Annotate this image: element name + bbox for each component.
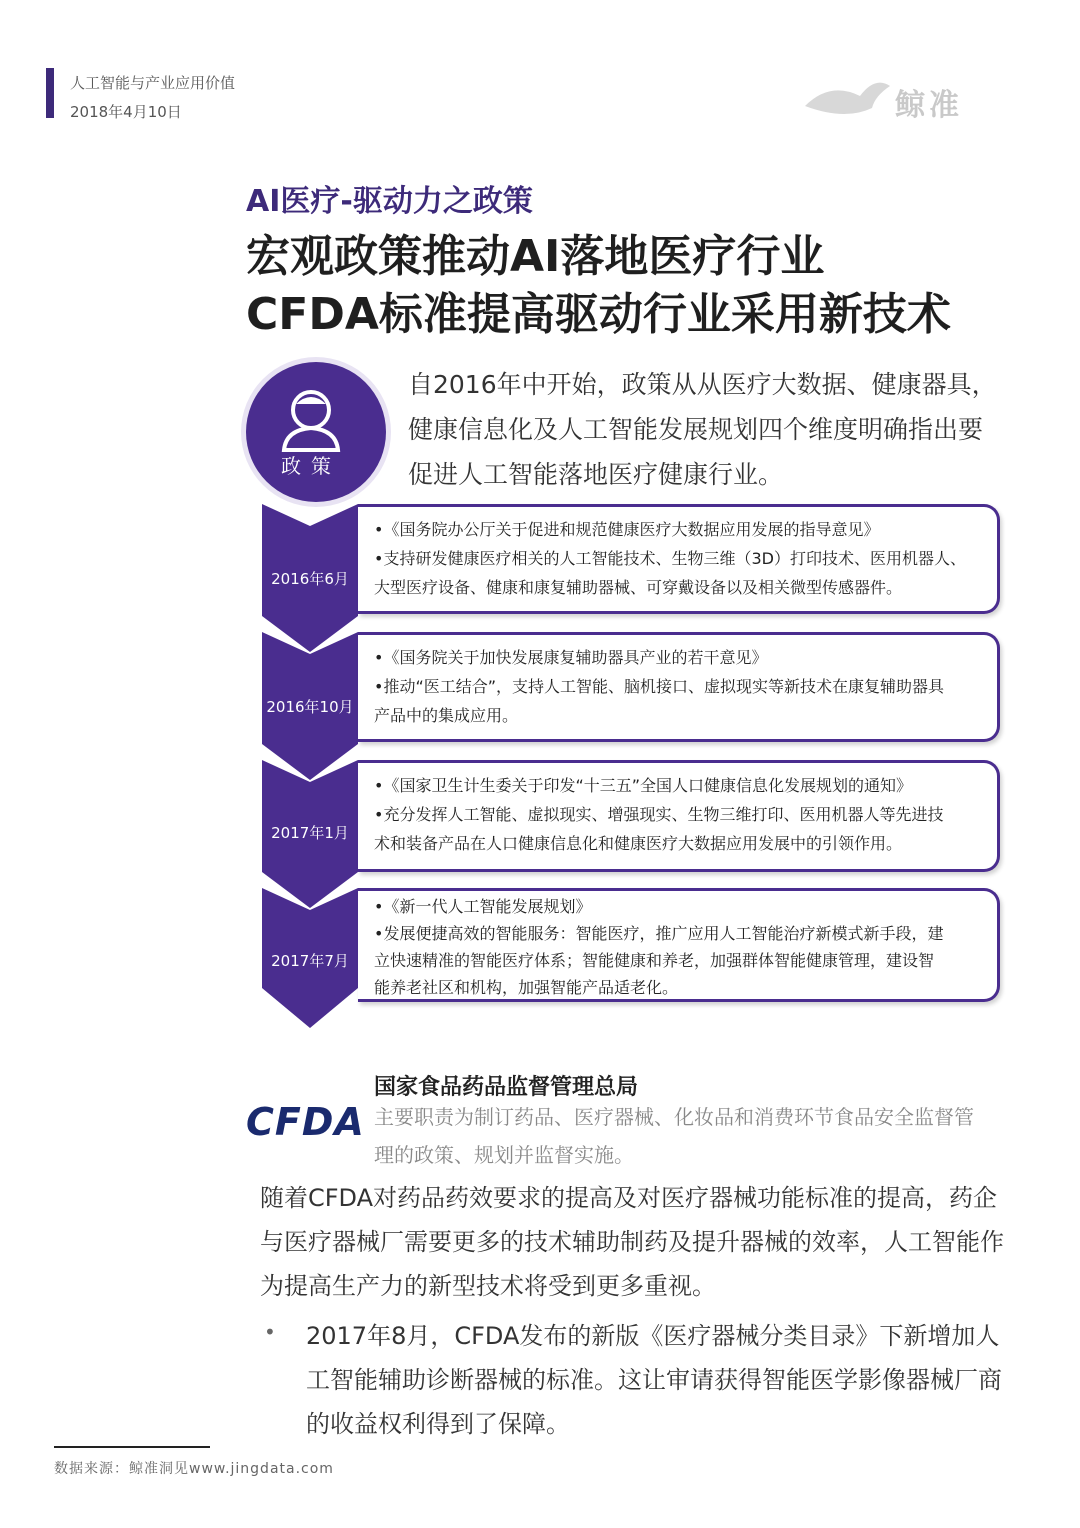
bullet-line: 2017年8月，CFDA发布的新版《医疗器械分类目录》下新增加人 <box>306 1322 1000 1350</box>
footer-source: 数据来源：鲸准洞见www.jingdata.com <box>54 1461 334 1477</box>
footer-divider <box>54 1446 210 1448</box>
timeline-date: 2016年6月 <box>271 570 349 588</box>
timeline-line: •推动“医工结合”，支持人工智能、脑机接口、虚拟现实等新技术在康复辅助器具 <box>374 677 945 696</box>
cfda-desc-line: 主要职责为制订药品、医疗器械、化妆品和消费环节食品安全监督管 <box>374 1105 974 1129</box>
main-title <box>246 228 1046 344</box>
cfda-desc-line: 理的政策、规划并监督实施。 <box>374 1143 634 1167</box>
bullet-line: 工智能辅助诊断器械的标准。这让审请获得智能医学影像器械厂商 <box>306 1366 1002 1394</box>
timeline-box <box>358 760 1000 872</box>
header-accent-bar <box>46 68 54 118</box>
timeline-line: 术和装备产品在人口健康信息化和健康医疗大数据应用发展中的引领作用。 <box>374 834 903 853</box>
cfda-name: 国家食品药品监督管理总局 <box>374 1075 639 1100</box>
timeline-line: •充分发挥人工智能、虚拟现实、增强现实、生物三维打印、医用机器人等先进技 <box>374 805 944 824</box>
timeline-line: •《国家卫生计生委关于印发“十三五”全国人口健康信息化发展规划的通知》 <box>374 776 913 795</box>
policy-label: 政策 <box>281 454 341 478</box>
intro-line: 健康信息化及人工智能发展规划四个维度明确指出要 <box>408 415 984 444</box>
report-title: 人工智能与产业应用价值 <box>70 74 236 92</box>
main-title-line: CFDA标准提高驱动行业采用新技术 <box>246 289 951 340</box>
timeline-line: 立快速精准的智能医疗体系；智能健康和养老，加强群体智能健康管理，建设智 <box>374 951 935 970</box>
paragraph-line: 与医疗器械厂需要更多的技术辅助制药及提升器械的效率，人工智能作 <box>260 1228 1004 1256</box>
timeline-line: 产品中的集成应用。 <box>374 706 519 725</box>
logo-text: 鲸准 <box>895 88 963 123</box>
timeline-box <box>358 504 1000 614</box>
person-icon <box>246 362 386 502</box>
cfda-logo: CFDA <box>246 1100 365 1144</box>
timeline-line: •《新一代人工智能发展规划》 <box>374 897 592 916</box>
timeline-date: 2017年1月 <box>271 824 349 842</box>
policy-intro <box>408 362 1008 497</box>
timeline-line: •支持研发健康医疗相关的人工智能技术、生物三维（3D）打印技术、医用机器人、 <box>374 549 966 568</box>
timeline-box <box>358 888 1000 1002</box>
cfda-description <box>374 1098 1014 1174</box>
intro-line: 促进人工智能落地医疗健康行业。 <box>408 460 784 489</box>
timeline-line: •《国务院关于加快发展康复辅助器具产业的若干意见》 <box>374 648 768 667</box>
section-title: AI医疗-驱动力之政策 <box>246 184 533 219</box>
body-paragraph <box>260 1176 1030 1308</box>
timeline-item <box>262 760 1007 890</box>
timeline-date: 2017年7月 <box>271 952 349 970</box>
paragraph-line: 随着CFDA对药品药效要求的提高及对医疗器械功能标准的提高，药企 <box>260 1184 998 1212</box>
timeline-item <box>262 504 1007 634</box>
bullet-line: 的收益权利得到了保障。 <box>306 1410 570 1438</box>
bullet-text <box>306 1314 1026 1446</box>
timeline-item <box>262 888 1007 1033</box>
policy-circle <box>246 362 386 502</box>
bullet-marker: • <box>264 1320 276 1344</box>
timeline-date: 2016年10月 <box>266 698 354 716</box>
timeline-line: 大型医疗设备、健康和康复辅助器械、可穿戴设备以及相关微型传感器件。 <box>374 578 903 597</box>
timeline-line: •《国务院办公厅关于促进和规范健康医疗大数据应用发展的指导意见》 <box>374 520 880 539</box>
timeline-item <box>262 632 1007 762</box>
paragraph-line: 为提高生产力的新型技术将受到更多重视。 <box>260 1272 716 1300</box>
timeline-box <box>358 632 1000 742</box>
timeline-line: •发展便捷高效的智能服务：智能医疗，推广应用人工智能治疗新模式新手段，建 <box>374 924 944 943</box>
report-date: 2018年4月10日 <box>70 103 182 121</box>
intro-line: 自2016年中开始，政策从从医疗大数据、健康器具， <box>408 370 997 399</box>
main-title-line: 宏观政策推动AI落地医疗行业 <box>246 231 825 282</box>
timeline-line: 能养老社区和机构，加强智能产品适老化。 <box>374 978 679 997</box>
